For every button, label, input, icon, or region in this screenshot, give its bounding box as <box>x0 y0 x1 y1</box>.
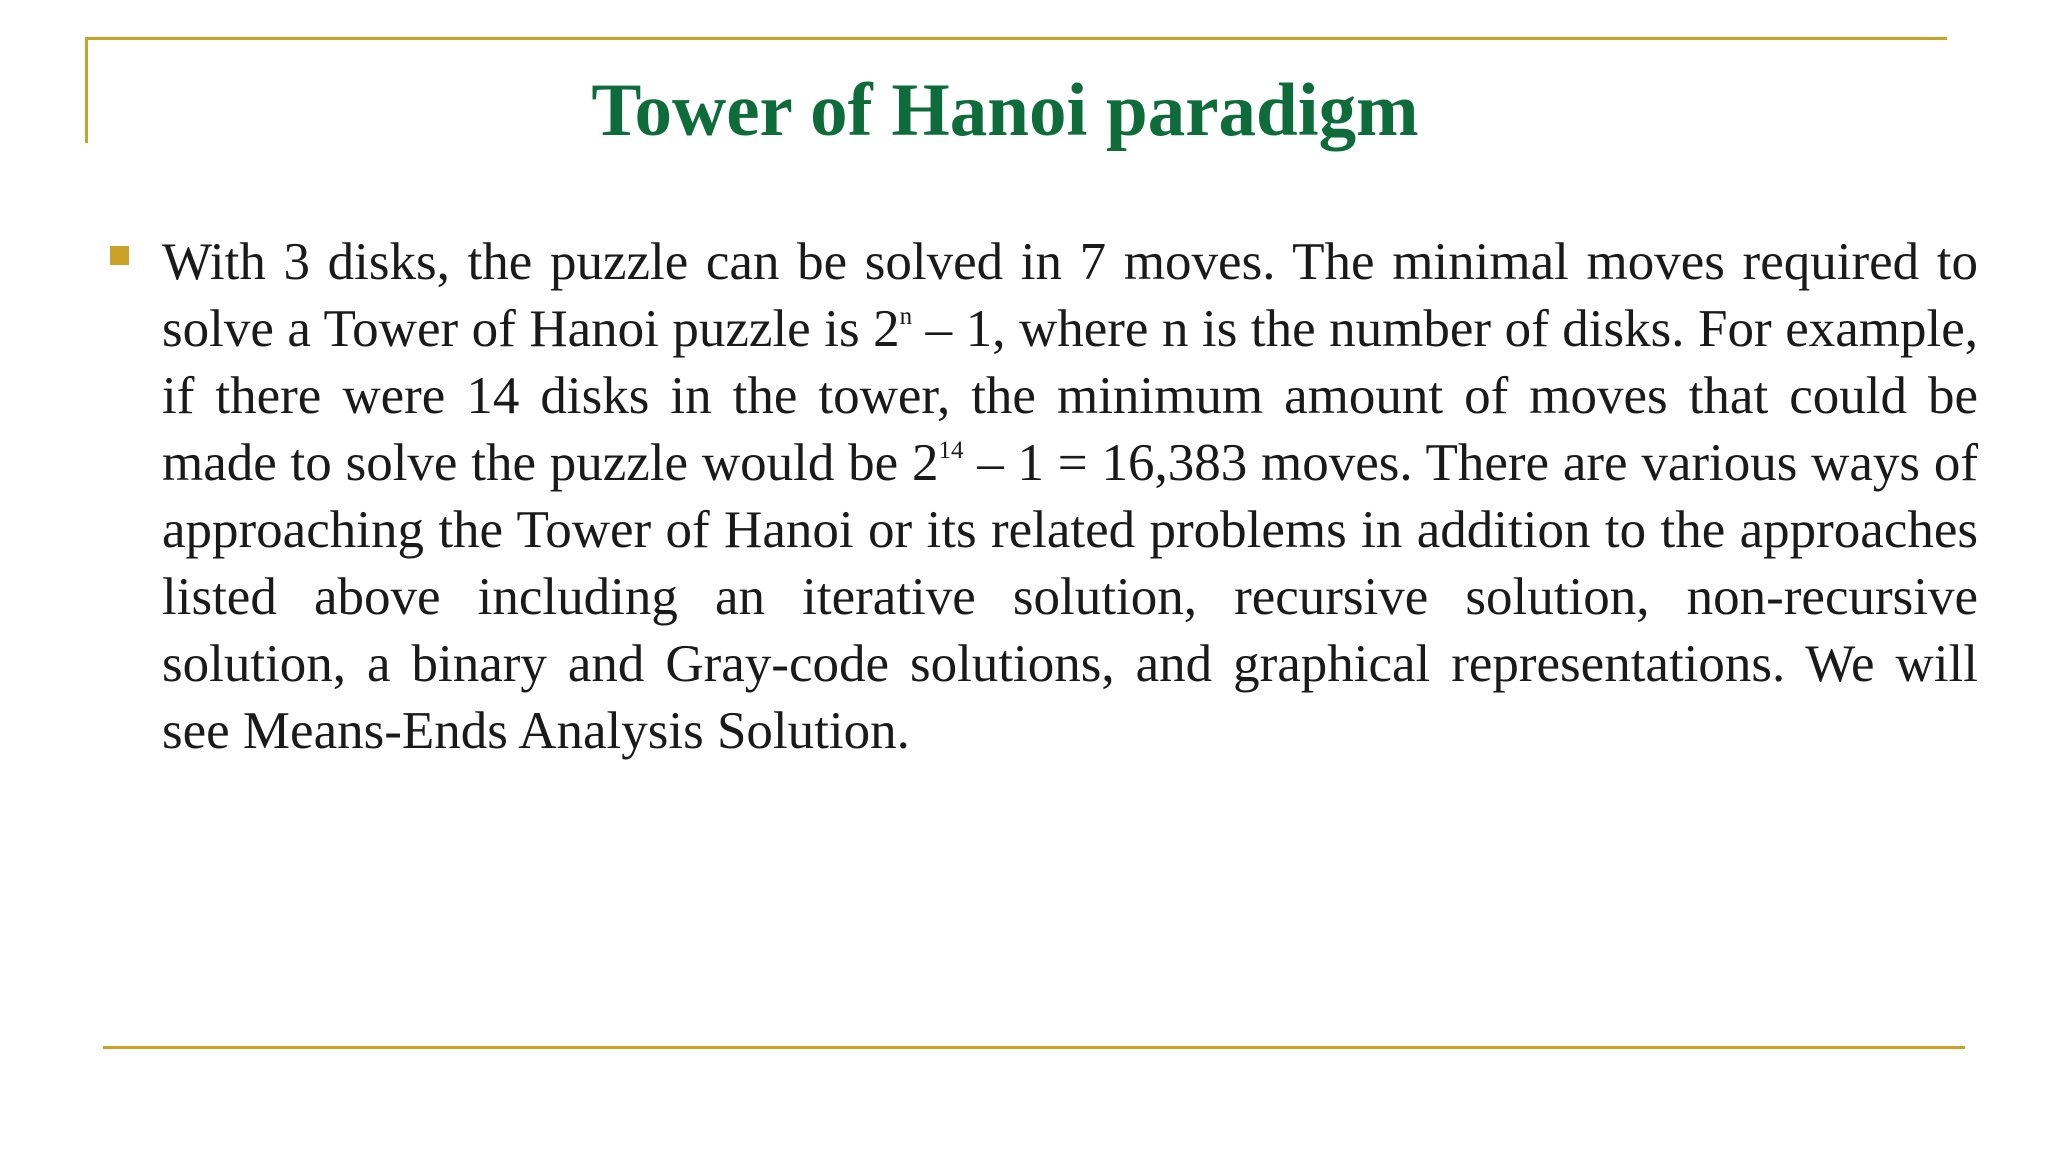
square-bullet-icon <box>110 246 129 265</box>
bottom-divider <box>103 1046 1965 1049</box>
exponent-n: n <box>899 303 913 330</box>
top-divider <box>85 37 1947 40</box>
bullet-text-part-2: – 1, where n is the number of disks. For example, if there were 14 disks in the tower, the minimum amount of moves that could be made to solve the puzzle would be 2 <box>162 300 1978 492</box>
exponent-14: 14 <box>938 437 964 464</box>
bullet-text-part-3: – 1 = 16,383 moves. There are various ways of approaching the Tower of Hanoi or its related problems in addition to the approaches listed above including an iterative solution, recursive solution, non-recursive solution, a binary and Gray-code solutions, and graphical representations. We will see Means-Ends Analysis Solution. <box>162 434 1978 760</box>
bullet-text-part-1: With 3 disks, the puzzle can be solved in 7 moves. The minimal moves required to solve a Tower of Hanoi puzzle is 2 <box>162 233 1978 358</box>
bullet-text <box>162 229 1978 765</box>
slide-title: Tower of Hanoi paradigm <box>591 69 1419 152</box>
